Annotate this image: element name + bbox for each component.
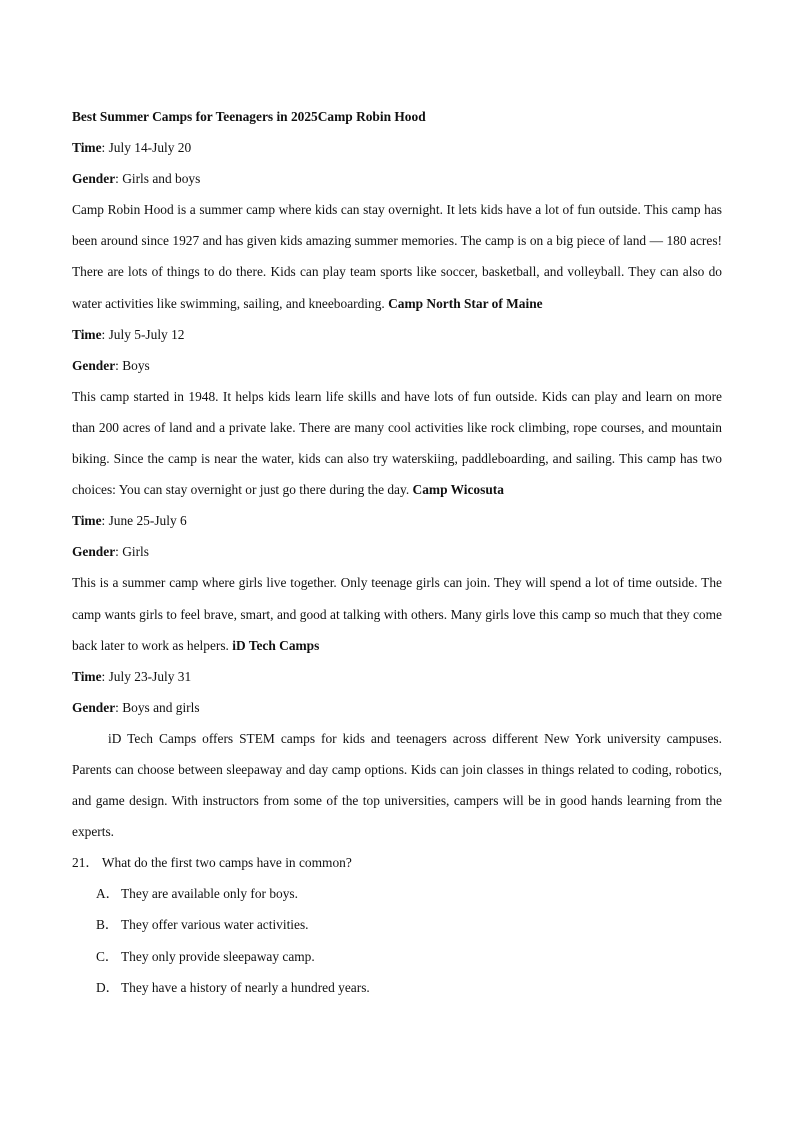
camp-4-name: iD Tech Camps — [232, 637, 320, 653]
camp-1-description-paragraph — [72, 194, 722, 318]
option-b-text: They offer various water activities. — [121, 917, 309, 933]
option-d[interactable] — [72, 972, 722, 1003]
camp-1-gender: Gender: Girls and boys — [72, 171, 201, 187]
camp-2-description: This camp started in 1948. It helps kids learn life skills and have lots of fun outside. Kids can play and learn on more than 200 acres of land and a private lake. There are many cool activities like rock climbing, rope courses, and mountain biking. Since the camp is near the water, kids can also try waterskiing, paddleboarding, and sailing. This camp has two choices: You can stay overnight or just go there during the day. — [72, 388, 722, 498]
camp-3-description: This is a summer camp where girls live together. Only teenage girls can join. They will spend a lot of time outside. The camp wants girls to feel brave, smart, and good at talking with others. Many girls love this camp so much that they come back later to work as helpers. — [72, 575, 722, 653]
question-21 — [72, 847, 722, 878]
camp-1-time: Time: July 14-July 20 — [72, 140, 192, 156]
camp-2-time: Time: July 5-July 12 — [72, 326, 185, 342]
option-d-letter: D． — [96, 979, 120, 995]
option-c[interactable] — [72, 941, 722, 972]
camp-4-gender: Gender: Boys and girls — [72, 699, 200, 715]
option-a[interactable] — [72, 878, 722, 909]
camp-2-gender: Gender: Boys — [72, 357, 150, 373]
option-c-letter: C． — [96, 948, 119, 964]
camp-1-name: Camp Robin Hood — [317, 109, 426, 124]
option-a-letter: A． — [96, 886, 120, 902]
camp-2-description-paragraph — [72, 381, 722, 505]
option-b[interactable] — [72, 909, 722, 940]
camp-2-name: Camp North Star of Maine — [388, 295, 543, 311]
question-number: 21． — [72, 855, 99, 871]
question-text: What do the first two camps have in common? — [101, 855, 352, 871]
camp-3-description-paragraph — [72, 567, 722, 660]
camp-3-name: Camp Wicosuta — [412, 482, 504, 498]
option-a-text: They are available only for boys. — [121, 886, 298, 902]
page-heading — [72, 101, 722, 132]
camp-1-description: Camp Robin Hood is a summer camp where kids can stay overnight. It lets kids have a lot of fun outside. This camp has been around since 1927 and has given kids amazing summer memories. The camp is on a big piece of land — 180 acres! There are lots of things to do there. Kids can play team sports like soccer, basketball, and volleyball. They can also do water activities like swimming, sailing, and kneeboarding. — [72, 202, 722, 311]
option-d-text: They have a history of nearly a hundred years. — [121, 979, 370, 995]
camp-3-time: Time: June 25-July 6 — [72, 513, 187, 529]
option-b-letter: B． — [96, 917, 119, 933]
camp-4-description: iD Tech Camps offers STEM camps for kids and teenagers across different New York university campuses. Parents can choose between sleepaway and day camp options. Kids can join classes in things related to coding, robotics, and game design. With instructors from some of the top universities, campers will be in good hands learning from the experts. — [72, 730, 722, 840]
document-content — [72, 101, 722, 1003]
camp-3-gender: Gender: Girls — [72, 544, 149, 560]
option-c-text: They only provide sleepaway camp. — [121, 948, 315, 964]
camp-4-time: Time: July 23-July 31 — [72, 668, 192, 684]
article-title: Best Summer Camps for Teenagers in 2025 — [72, 109, 318, 124]
